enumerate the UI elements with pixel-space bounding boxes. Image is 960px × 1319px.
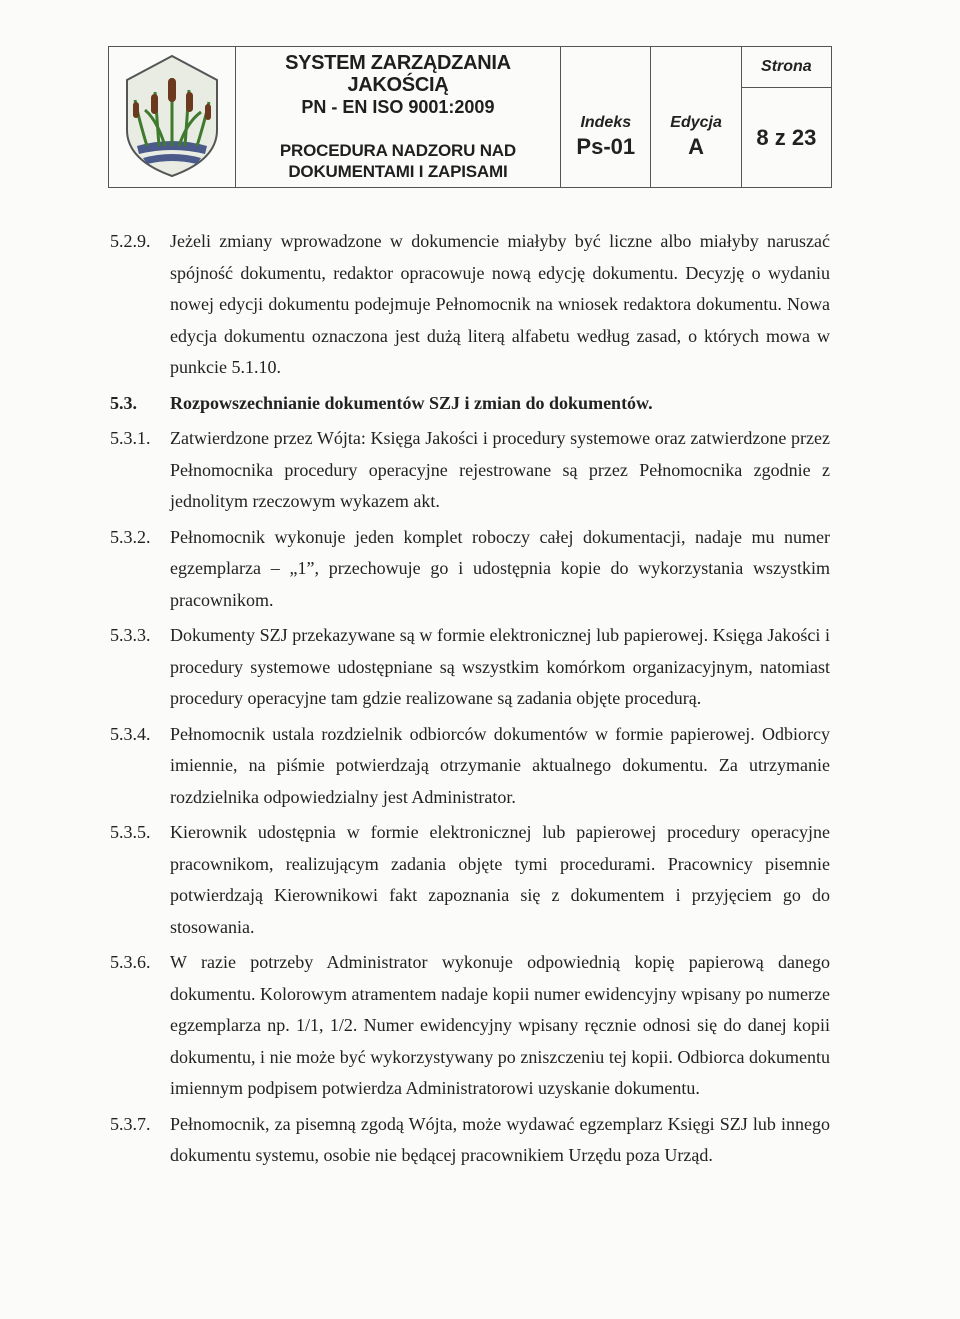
document-header (108, 46, 832, 188)
section-number: 5.3. (110, 392, 137, 413)
section-text: Jeżeli zmiany wprowadzone w dokumencie miałyby być liczne albo miałyby naruszać spójność dokumentu, redaktor opracowuje nową edycję dokumentu. Decyzję o wydaniu nowej edycji dokumentu podejmuje Pełnomocnik na wniosek redaktora dokumentu. Nowa edycja dokumentu oznaczona jest dużą literą alfabetu według zasad, o których mowa w punkcie 5.1.10. (170, 231, 830, 377)
section-text: Pełnomocnik, za pisemną zgodą Wójta, może wydawać egzemplarz Księgi SZJ lub innego dokumentu systemu, osobie nie będącej pracownikiem Urzędu poza Urząd. (170, 1113, 830, 1165)
section-text: W razie potrzeby Administrator wykonuje odpowiednią kopię papierową danego dokumentu. Kolorowym atramentem nadaje kopii numer ewidencyjny wpisany po numerze egzemplarza np. 1/1, 1/2. Numer ewidencyjny wpisany ręcznie odnosi się do danej kopii dokumentu, i nie może być wykorzystywany po zniszczeniu tej kopii. Odbiorca dokumentu imiennym podpisem potwierdza Administratorowi uzyskanie dokumentu. (170, 952, 830, 1098)
section-heading: Rozpowszechnianie dokumentów SZJ i zmian do dokumentów. (170, 392, 653, 413)
index-label: Indeks (580, 114, 632, 131)
page-value: 8 z 23 (756, 124, 817, 150)
section-number: 5.3.4. (110, 723, 151, 744)
section-5-3-5 (110, 817, 830, 943)
system-title: SYSTEM ZARZĄDZANIA JAKOŚCIĄ (285, 52, 511, 96)
procedure-title-line2: DOKUMENTAMI I ZAPISAMI (288, 162, 508, 181)
edition-cell (651, 47, 741, 188)
section-number: 5.2.9. (110, 231, 151, 251)
section-number: 5.3.2. (110, 526, 151, 547)
section-text: Pełnomocnik wykonuje jeden komplet roboczy całej dokumentacji, nadaje mu numer egzemplarza – „1”, przechowuje go i udostępnia kopie do wykorzystania wszystkim pracownikom. (170, 526, 830, 610)
section-text: Zatwierdzone przez Wójta: Księga Jakości i procedury systemowe oraz zatwierdzone przez Pełnomocnika procedury operacyjne rejestrowane są przez Pełnomocnika zgodnie z jednolitym rzeczowym wykazem akt. (170, 428, 830, 511)
logo-cell (109, 47, 236, 188)
norm-title: PN - EN ISO 9001:2009 (301, 97, 495, 117)
procedure-title-line1: PROCEDURA NADZORU NAD (279, 141, 516, 160)
page-value-cell (741, 88, 831, 188)
section-number: 5.3.3. (110, 625, 151, 645)
index-cell (561, 47, 651, 188)
section-5-2-9 (110, 226, 830, 384)
section-number: 5.3.7. (110, 1113, 151, 1134)
section-text: Pełnomocnik ustala rozdzielnik odbiorców dokumentów w formie papierowej. Odbiorcy imiennie, na piśmie potwierdzają otrzymanie aktualnego dokumentu. Za utrzymanie rozdzielnika odpowiedzialny jest Administrator. (170, 723, 830, 807)
edition-value: A (688, 134, 704, 159)
edition-label: Edycja (670, 114, 722, 131)
section-5-3-1 (110, 423, 830, 518)
index-value: Ps-01 (576, 134, 636, 159)
section-number: 5.3.1. (110, 428, 151, 448)
title-cell (235, 47, 560, 188)
document-body (110, 226, 830, 1172)
section-5-3-heading (110, 388, 830, 420)
section-5-3-3 (110, 620, 830, 715)
section-5-3-2 (110, 522, 830, 617)
section-5-3-4 (110, 719, 830, 814)
section-text: Dokumenty SZJ przekazywane są w formie elektronicznej lub papierowej. Księga Jakości i procedury systemowe udostępniane są wszystkim komórkom organizacyjnym, natomiast procedury operacyjne tam gdzie realizowane są zadania objęte procedurą. (170, 625, 830, 708)
section-5-3-6 (110, 947, 830, 1105)
reed-logo (117, 50, 227, 180)
section-number: 5.3.5. (110, 822, 151, 842)
section-number: 5.3.6. (110, 952, 151, 972)
section-5-3-7 (110, 1109, 830, 1172)
page-label-cell (741, 47, 831, 88)
page-label: Strona (761, 58, 812, 75)
section-text: Kierownik udostępnia w formie elektronicznej lub papierowej procedury operacyjne pracownikom, realizującym zadania objęte tymi procedurami. Pracownicy pisemnie potwierdzają Kierownikowi fakt zapoznania się z dokumentem i przyjęciem go do stosowania. (170, 822, 830, 937)
